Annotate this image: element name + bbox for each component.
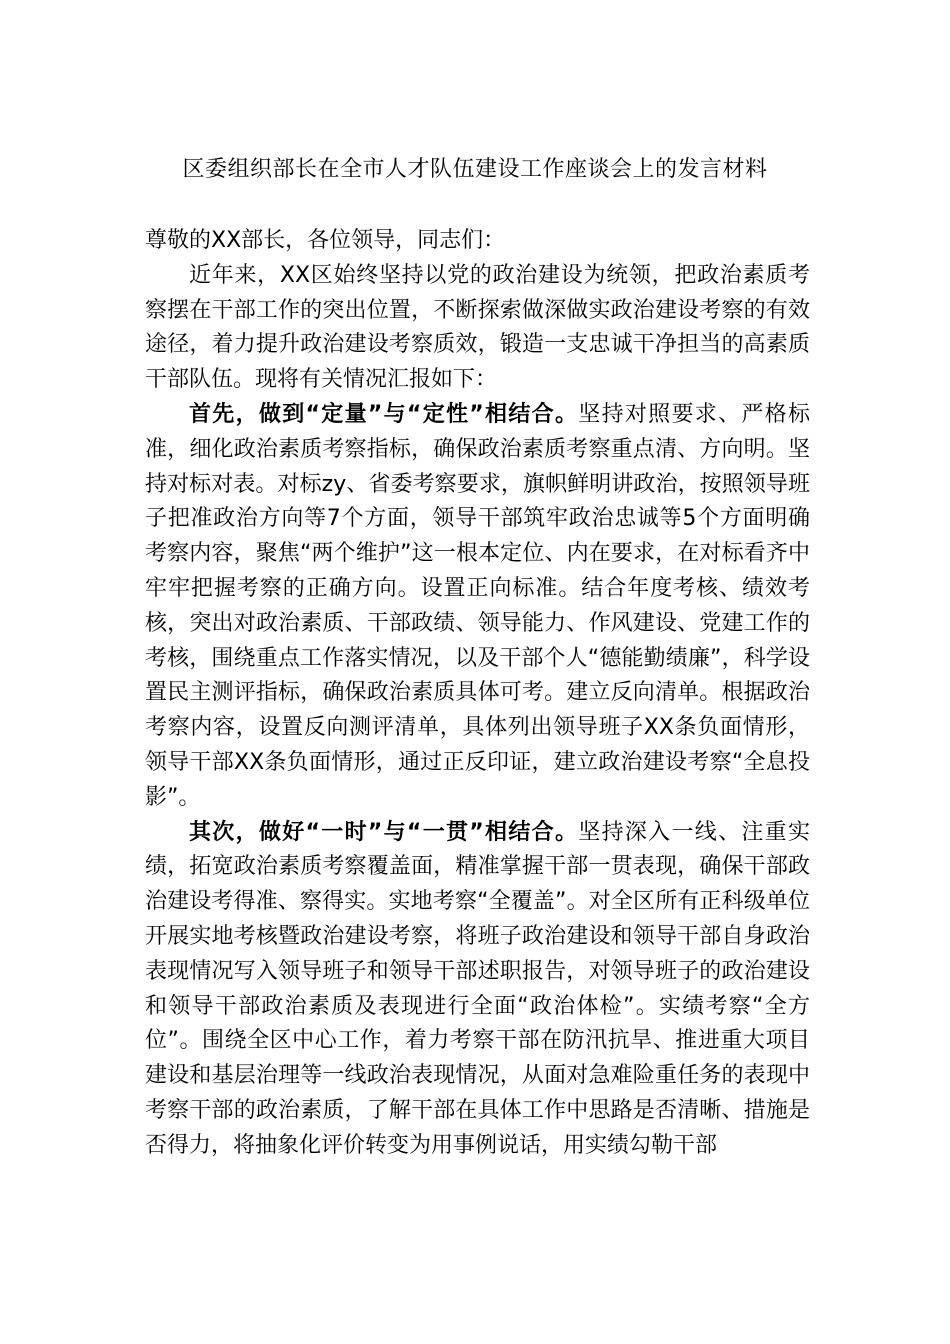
document-body: [145, 224, 810, 1164]
salutation: 尊敬的XX部长，各位领导，同志们：: [145, 228, 506, 253]
paragraph-first-point: [145, 398, 810, 816]
paragraph-second-point: [145, 816, 810, 1164]
document-title: 区委组织部长在全市人才队伍建设工作座谈会上的发言材料: [182, 157, 768, 182]
paragraph-lead-heading: 其次，做好“一时”与“一贯”相结合。: [189, 819, 579, 845]
paragraph-intro: [145, 259, 810, 398]
paragraph-text: 近年来，XX区始终坚持以党的政治建设为统领，把政治素质考察摆在干部工作的突出位置，不断探索做深做实政治建设考察的有效途径，着力提升政治建设考察质效，锻造一支忠诚干净担当的高素质干部队伍。现将有关情况汇报如下：: [145, 262, 810, 393]
paragraph-text: 坚持深入一线、注重实绩，拓宽政治素质考察覆盖面，精准掌握干部一贯表现，确保干部政治建设考得准、察得实。实地考察“全覆盖”。对全区所有正科级单位开展实地考核暨政治建设考察，将班子政治建设和领导干部自身政治表现情况写入领导班子和领导干部述职报告，对领导班子的政治建设和领导干部政治素质及表现进行全面“政治体检”。实绩考察“全方位”。围绕全区中心工作，着力考察干部在防汛抗旱、推进重大项目建设和基层治理等一线政治表现情况，从面对急难险重任务的表现中考察干部的政治素质，了解干部在具体工作中思路是否清晰、措施是否得力，将抽象化评价转变为用事例说话，用实绩勾勒干部: [145, 819, 810, 1158]
paragraph-lead-heading: 首先，做到“定量”与“定性”相结合。: [189, 401, 579, 427]
paragraph-text: 坚持对照要求、严格标准，细化政治素质考察指标，确保政治素质考察重点清、方向明。坚持对标对表。对标zy、省委考察要求，旗帜鲜明讲政治，按照领导班子把准政治方向等7个方面，领导干部筑牢政治忠诚等5个方面明确考察内容，聚焦“两个维护”这一根本定位、内在要求，在对标看齐中牢牢把握考察的正确方向。设置正向标准。结合年度考核、绩效考核，突出对政治素质、干部政绩、领导能力、作风建设、党建工作的考核，围绕重点工作落实情况，以及干部个人“德能勤绩廉”，科学设置民主测评指标，确保政治素质具体可考。建立反向清单。根据政治考察内容，设置反向测评清单，具体列出领导班子XX条负面情形，领导干部XX条负面情形，通过正反印证，建立政治建设考察“全息投影”。: [145, 401, 810, 810]
